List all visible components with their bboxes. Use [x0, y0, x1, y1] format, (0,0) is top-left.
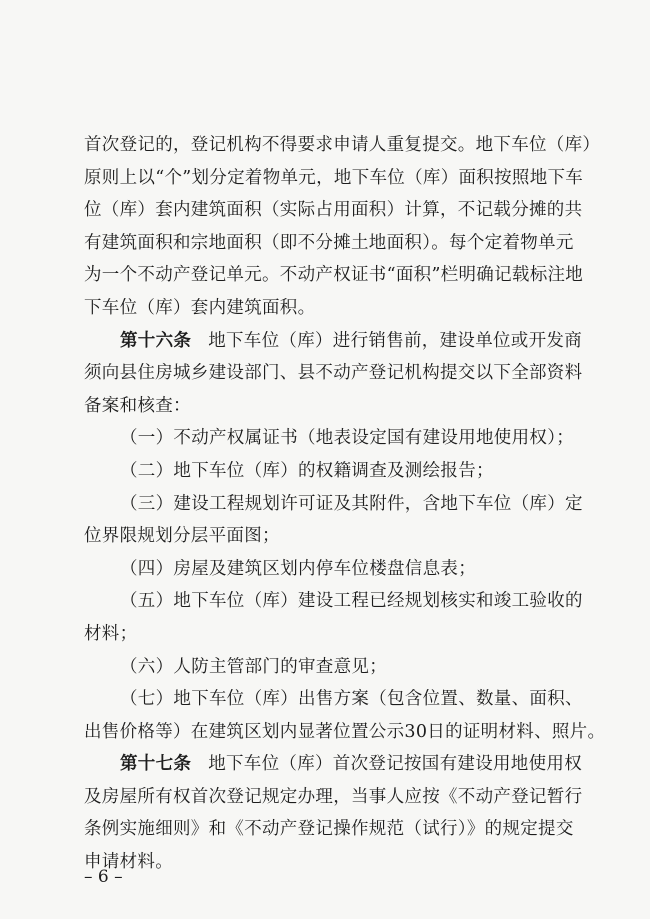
list-item-3-cont: 位界限规划分层平面图；	[84, 526, 280, 546]
list-item-7: （七）地下车位（库）出售方案（包含位置、数量、面积、	[120, 689, 583, 709]
paragraph-line: 位（库）套内建筑面积（实际占用面积）计算，不记载分摊的共	[84, 200, 583, 220]
list-item-6: （六）人防主管部门的审查意见；	[120, 657, 387, 677]
article-17-heading: 第十七条	[120, 754, 192, 774]
article-17-text: 地下车位（库）首次登记按国有建设用地使用权	[208, 754, 583, 774]
list-item-5: （五）地下车位（库）建设工程已经规划核实和竣工验收的	[120, 591, 583, 611]
list-item-5-cont: 材料；	[84, 624, 138, 644]
paragraph-line: 及房屋所有权首次登记规定办理，当事人应按《不动产登记暂行	[84, 787, 583, 807]
paragraph-line: 备案和核查：	[84, 396, 191, 416]
list-item-4: （四）房屋及建筑区划内停车位楼盘信息表；	[120, 559, 476, 579]
list-item-1: （一）不动产权属证书（地表设定国有建设用地使用权）；	[120, 428, 575, 448]
paragraph-line: 原则上以“个”划分定着物单元，地下车位（库）面积按照地下车	[84, 168, 584, 188]
article-17-first-line	[120, 752, 620, 776]
article-16-first-line	[120, 329, 620, 353]
paragraph-line: 下车位（库）套内建筑面积。	[84, 298, 316, 318]
list-item-2: （二）地下车位（库）的权籍调查及测绘报告；	[120, 461, 494, 481]
paragraph-line: 须向县住房城乡建设部门、县不动产登记机构提交以下全部资料	[84, 363, 583, 383]
paragraph-line: 为一个不动产登记单元。不动产权证书“面积”栏明确记载标注地	[84, 265, 584, 285]
article-16-text: 地下车位（库）进行销售前，建设单位或开发商	[208, 331, 583, 351]
paragraph-line: 有建筑面积和宗地面积（即不分摊土地面积）。每个定着物单元	[84, 233, 574, 253]
paragraph-line: 条例实施细则》和《不动产登记操作规范（试行）》的规定提交	[84, 819, 574, 839]
page-number: – 6 –	[84, 867, 123, 887]
list-item-7-cont: 出售价格等）在建筑区划内显著位置公示30日的证明材料、照片。	[84, 722, 606, 742]
list-item-3: （三）建设工程规划许可证及其附件，含地下车位（库）定	[120, 494, 583, 514]
paragraph-line: 申请材料。	[84, 852, 173, 872]
paragraph-line: 首次登记的，登记机构不得要求申请人重复提交。地下车位（库）	[84, 135, 601, 155]
article-16-heading: 第十六条	[120, 331, 192, 351]
